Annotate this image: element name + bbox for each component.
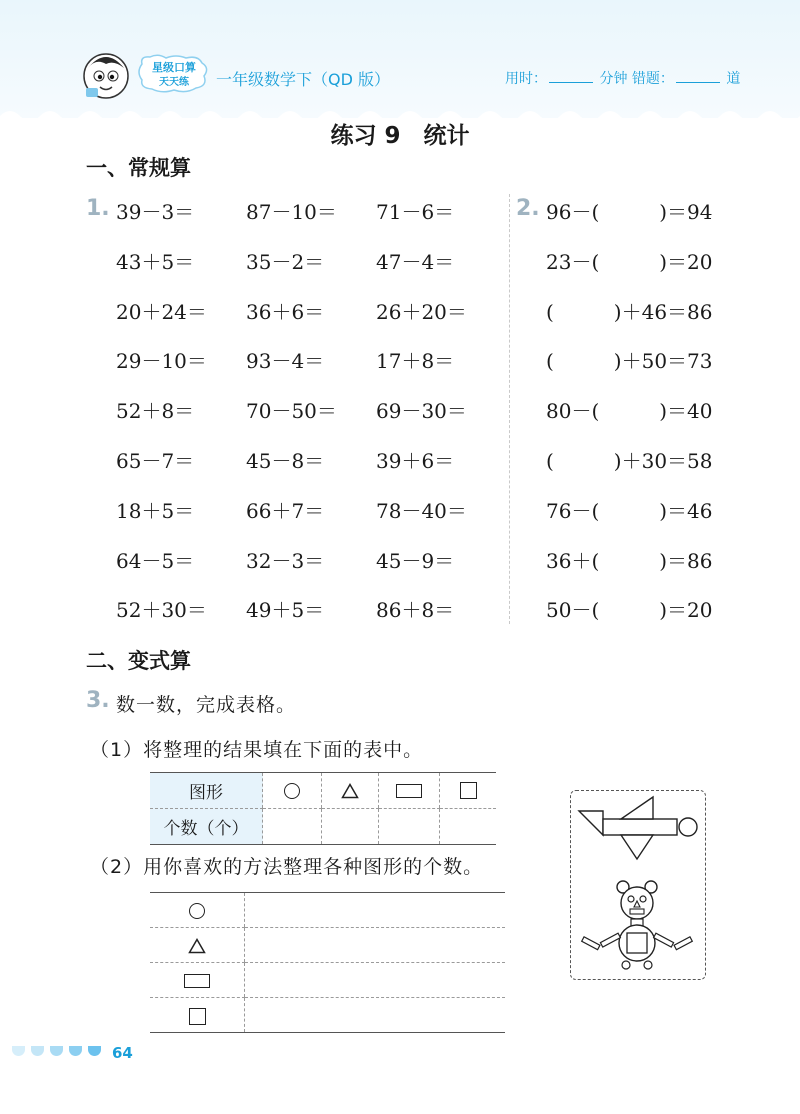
column-divider xyxy=(509,194,510,624)
table-row xyxy=(150,773,496,809)
tally-shape-cell xyxy=(150,963,245,998)
equation-item[interactable]: 39－3＝ xyxy=(116,200,195,224)
tally-shape-cell xyxy=(150,928,245,963)
equation-item[interactable]: 39＋6＝ xyxy=(376,449,455,473)
footer-dot xyxy=(12,1046,25,1056)
rectangle-count-cell[interactable] xyxy=(379,809,440,845)
count-header-cell: 个数（个） xyxy=(150,809,263,845)
fill-in-equation-item[interactable]: 50－( )＝20 xyxy=(546,598,713,623)
time-blank[interactable] xyxy=(549,70,593,83)
triangle-count-cell[interactable] xyxy=(322,809,379,845)
table-row xyxy=(150,893,505,928)
triangle-icon xyxy=(341,783,359,799)
circle-icon xyxy=(189,903,205,919)
tally-shape-cell xyxy=(150,893,245,928)
count-table xyxy=(150,772,496,845)
problems-unit: 道 xyxy=(726,71,741,87)
table-row xyxy=(150,928,505,963)
equation-item[interactable]: 32－3＝ xyxy=(246,548,325,573)
tally-answer-cell[interactable] xyxy=(245,998,506,1033)
rectangle-icon xyxy=(184,974,210,988)
equation-item[interactable]: 45－8＝ xyxy=(246,449,325,473)
errors-blank[interactable] xyxy=(676,70,720,83)
triangle-icon xyxy=(188,938,206,954)
section-2-title: 二、变式算 xyxy=(86,649,191,673)
fill-in-equation-item[interactable]: 23－( )＝20 xyxy=(546,249,713,274)
fill-in-equation-item[interactable]: 96－( )＝94 xyxy=(546,200,713,224)
circle-count-cell[interactable] xyxy=(263,809,322,845)
question-3-part-1: （1）将整理的结果填在下面的表中。 xyxy=(90,739,424,761)
footer-dot xyxy=(31,1046,44,1056)
minute-label: 分钟 xyxy=(599,71,628,87)
book-title: 一年级数学下（QD 版） xyxy=(216,70,391,89)
question-2-number: 2. xyxy=(516,196,540,221)
equation-item[interactable]: 20＋24＝ xyxy=(116,299,207,324)
shape-picture-frame xyxy=(570,790,706,980)
tally-shape-cell xyxy=(150,998,245,1033)
tally-answer-cell[interactable] xyxy=(245,893,506,928)
question-1-number: 1. xyxy=(86,196,110,221)
equation-item[interactable]: 52＋30＝ xyxy=(116,598,207,623)
question-3-part-2: （2）用你喜欢的方法整理各种图形的个数。 xyxy=(90,856,484,878)
fill-in-equation-item[interactable]: 36＋( )＝86 xyxy=(546,548,713,573)
equation-item[interactable]: 66＋7＝ xyxy=(246,498,325,523)
table-row xyxy=(150,963,505,998)
fill-in-equation-item[interactable]: ( )＋30＝58 xyxy=(546,449,713,473)
equation-item[interactable]: 17＋8＝ xyxy=(376,349,455,374)
table-row xyxy=(150,998,505,1033)
mascot-icon xyxy=(78,48,134,104)
square-icon xyxy=(460,782,477,799)
square-count-cell[interactable] xyxy=(440,809,497,845)
circle-header-cell xyxy=(263,773,322,809)
circle-icon xyxy=(284,783,300,799)
equation-item[interactable]: 93－4＝ xyxy=(246,349,325,374)
equation-item[interactable]: 70－50＝ xyxy=(246,399,337,424)
page-header xyxy=(0,0,800,118)
equation-item[interactable]: 43＋5＝ xyxy=(116,249,195,274)
rectangle-header-cell xyxy=(379,773,440,809)
tally-table xyxy=(150,892,505,1033)
fill-in-equation-item[interactable]: 80－( )＝40 xyxy=(546,399,713,424)
section-1-title: 一、常规算 xyxy=(86,156,191,180)
equation-item[interactable]: 36＋6＝ xyxy=(246,299,325,324)
equation-item[interactable]: 18＋5＝ xyxy=(116,498,195,523)
svg-text:天天练: 天天练 xyxy=(159,77,189,88)
equation-item[interactable]: 29－10＝ xyxy=(116,349,207,374)
equation-item[interactable]: 26＋20＝ xyxy=(376,299,467,324)
svg-text:星级口算: 星级口算 xyxy=(152,61,196,74)
table-row xyxy=(150,809,496,845)
time-label: 用时： xyxy=(505,71,547,87)
shape-picture xyxy=(571,791,705,979)
tally-answer-cell[interactable] xyxy=(245,963,506,998)
equation-item[interactable]: 87－10＝ xyxy=(246,200,337,224)
equation-item[interactable]: 78－40＝ xyxy=(376,498,467,523)
footer-dot xyxy=(88,1046,101,1056)
equation-item[interactable]: 49＋5＝ xyxy=(246,598,325,623)
equation-item[interactable]: 47－4＝ xyxy=(376,249,455,274)
errors-label: 错题： xyxy=(631,71,674,87)
equation-item[interactable]: 86＋8＝ xyxy=(376,598,455,623)
equation-item[interactable]: 71－6＝ xyxy=(376,200,455,224)
equation-item[interactable]: 35－2＝ xyxy=(246,249,325,274)
page-number: 64 xyxy=(112,1044,133,1062)
equation-item[interactable]: 52＋8＝ xyxy=(116,399,195,424)
question-3-prompt: 数一数，完成表格。 xyxy=(116,694,297,716)
page-title: 练习 9 统计 xyxy=(330,123,470,149)
question-3-number: 3. xyxy=(86,688,110,713)
equation-item[interactable]: 64－5＝ xyxy=(116,548,195,573)
equation-item[interactable]: 45－9＝ xyxy=(376,548,455,573)
rectangle-icon xyxy=(396,784,422,798)
fill-in-equation-item[interactable]: ( )＋46＝86 xyxy=(546,299,713,324)
footer-dot xyxy=(69,1046,82,1056)
brand-logo xyxy=(136,54,212,94)
shape-header-cell: 图形 xyxy=(150,773,263,809)
square-header-cell xyxy=(440,773,497,809)
square-icon xyxy=(189,1008,206,1025)
tally-answer-cell[interactable] xyxy=(245,928,506,963)
triangle-header-cell xyxy=(322,773,379,809)
footer-dot xyxy=(50,1046,63,1056)
fill-in-equation-item[interactable]: 76－( )＝46 xyxy=(546,498,713,523)
time-and-errors xyxy=(505,68,740,88)
equation-item[interactable]: 69－30＝ xyxy=(376,399,467,424)
equation-item[interactable]: 65－7＝ xyxy=(116,449,195,473)
fill-in-equation-item[interactable]: ( )＋50＝73 xyxy=(546,349,713,374)
